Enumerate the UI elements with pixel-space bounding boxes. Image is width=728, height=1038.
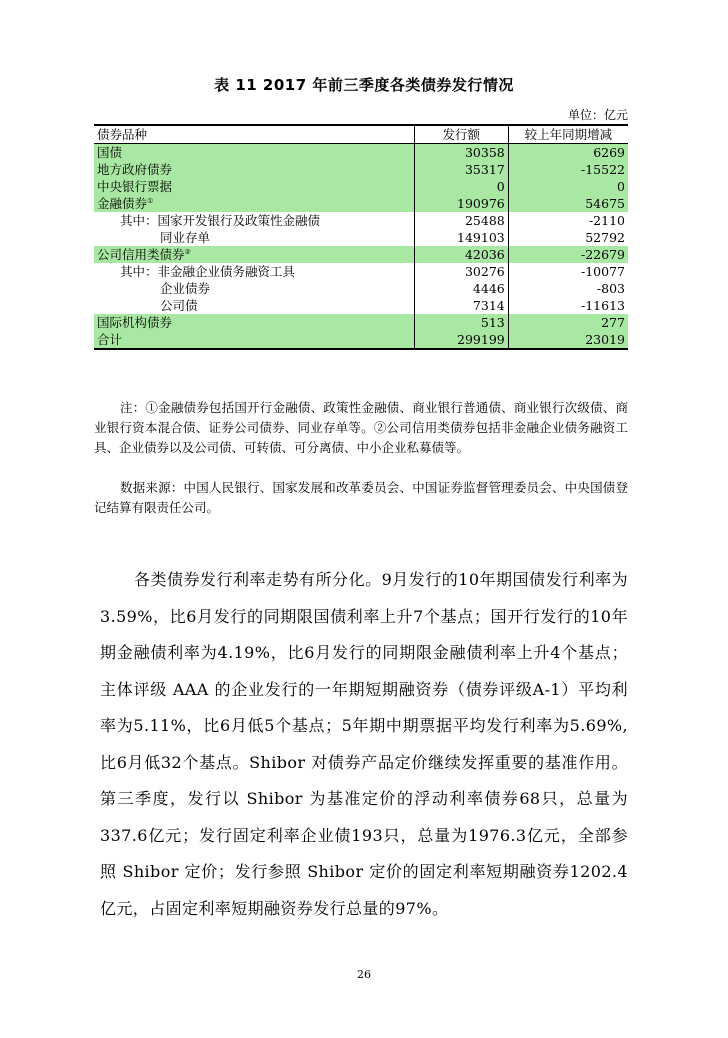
row-change: -11613: [581, 298, 625, 313]
row-change: -10077: [581, 264, 625, 279]
row-issue: 25488: [414, 212, 508, 229]
footnote-marker: ②: [184, 247, 191, 256]
row-label: 企业债券: [160, 281, 211, 296]
row-label: 同业存单: [160, 230, 211, 245]
row-label: 公司债: [160, 298, 198, 313]
unit-label: 单位：亿元: [567, 108, 628, 122]
row-label: 金融债券: [97, 196, 148, 211]
bond-issuance-table: [94, 124, 628, 350]
row-issue: 299199: [414, 331, 508, 349]
table-row: [94, 195, 628, 212]
footnote-marker: ①: [147, 196, 154, 205]
footnote-text: 注：①金融债券包括国开行金融债、政策性金融债、商业银行普通债、商业银行次级债、商业银行资本混合债、证券公司债券、同业存单等。②公司信用类债券包括非金融企业债务融资工具、企业债券以及公司债、可转债、可分离债、中小企业私募债等。: [94, 400, 628, 455]
row-label: 中央银行票据: [94, 178, 414, 195]
row-label: 其中：国家开发银行及政策性金融债: [120, 213, 321, 228]
row-change: -2110: [588, 213, 625, 228]
page-number: 26: [357, 968, 371, 981]
header-yoy-change: 较上年同期增减: [508, 125, 628, 144]
row-change: -15522: [508, 161, 628, 178]
table-row: [94, 246, 628, 263]
header-bond-type: 债券品种: [94, 125, 414, 144]
table-row: [94, 280, 628, 297]
table-row: [94, 263, 628, 280]
table-row: [94, 229, 628, 246]
paragraph-text: 各类债券发行利率走势有所分化。9月发行的10年期国债发行利率为3.59%，比6月发行的同期限国债利率上升7个基点；国开行发行的10年期金融债利率为4.19%，比6月发行的同期限金融债利率上升4个基点；主体评级 AAA 的企业发行的一年期短期融资券（债券评级A-1）平均利率为5.11%，比6月低5个基点；5年期中期票据平均发行利率为5.69%,比6月低32个基点。Shibor 对债券产品定价继续发挥重要的基准作用。第三季度，发行以 Shibor 为基准定价的浮动利率债券68只，总量为337.6亿元；发行固定利率企业债193只，总量为1976.3亿元，全部参照 Shibor 定价；发行参照 Shibor 定价的固定利率短期融资券1202.4亿元，占固定利率短期融资券发行总量的97%。: [100, 570, 628, 918]
row-issue: 4446: [414, 280, 508, 297]
table-row: [94, 314, 628, 331]
row-label: 国债: [94, 144, 414, 162]
row-issue: 30358: [414, 144, 508, 162]
row-issue: 513: [414, 314, 508, 331]
table-title: 表 11 2017 年前三季度各类债券发行情况: [214, 76, 514, 94]
row-label-cell: [94, 246, 414, 263]
row-issue: 190976: [414, 195, 508, 212]
row-issue: 42036: [414, 246, 508, 263]
data-source: [94, 478, 628, 518]
table-row: [94, 144, 628, 162]
row-change: -22679: [508, 246, 628, 263]
table-row: [94, 297, 628, 314]
row-change: 277: [508, 314, 628, 331]
table-row: [94, 178, 628, 195]
table-header-row: [94, 125, 628, 144]
row-issue: 30276: [414, 263, 508, 280]
row-label: 公司信用类债券: [97, 247, 185, 262]
row-label: 地方政府债券: [94, 161, 414, 178]
table-total-row: [94, 331, 628, 349]
row-label: 国际机构债券: [94, 314, 414, 331]
table-footnote: [94, 398, 628, 458]
row-issue: 7314: [414, 297, 508, 314]
body-paragraph: [100, 562, 628, 927]
row-label: 其中：非金融企业债务融资工具: [120, 264, 296, 279]
row-change: -803: [596, 281, 625, 296]
row-label: 合计: [94, 331, 414, 349]
row-issue: 35317: [414, 161, 508, 178]
row-change: 6269: [508, 144, 628, 162]
row-change: 52792: [585, 230, 625, 245]
row-change: 0: [508, 178, 628, 195]
row-issue: 0: [414, 178, 508, 195]
row-label-cell: [94, 195, 414, 212]
header-issue-amount: 发行额: [414, 125, 508, 144]
table-row: [94, 212, 628, 229]
table-row: [94, 161, 628, 178]
row-change: 54675: [508, 195, 628, 212]
source-text: 数据来源：中国人民银行、国家发展和改革委员会、中国证券监督管理委员会、中央国债登记结算有限责任公司。: [94, 480, 628, 515]
row-change: 23019: [508, 331, 628, 349]
row-issue: 149103: [414, 229, 508, 246]
